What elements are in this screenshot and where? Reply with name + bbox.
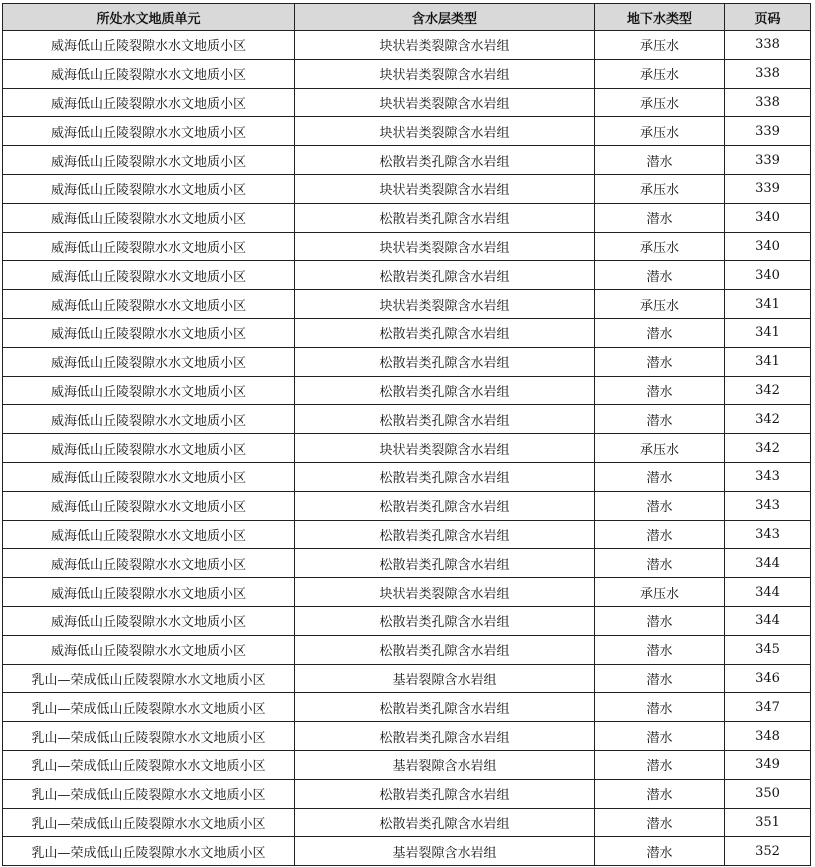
cell-groundwater-type: 承压水 xyxy=(595,88,725,117)
table-row xyxy=(3,606,811,635)
cell-page-number: 346 xyxy=(725,664,811,693)
cell-page-number: 343 xyxy=(725,491,811,520)
cell-aquifer-type: 松散岩类孔隙含水岩组 xyxy=(295,203,595,232)
cell-page-number: 350 xyxy=(725,779,811,808)
table-row xyxy=(3,261,811,290)
header-hydro-unit: 所处水文地质单元 xyxy=(3,4,295,31)
cell-page-number: 338 xyxy=(725,31,811,60)
cell-groundwater-type: 潜水 xyxy=(595,203,725,232)
cell-groundwater-type: 潜水 xyxy=(595,549,725,578)
cell-page-number: 351 xyxy=(725,808,811,837)
cell-aquifer-type: 块状岩类裂隙含水岩组 xyxy=(295,117,595,146)
cell-page-number: 340 xyxy=(725,232,811,261)
table-row xyxy=(3,491,811,520)
cell-aquifer-type: 松散岩类孔隙含水岩组 xyxy=(295,606,595,635)
cell-aquifer-type: 松散岩类孔隙含水岩组 xyxy=(295,549,595,578)
cell-hydro-unit: 威海低山丘陵裂隙水水文地质小区 xyxy=(3,174,295,203)
cell-aquifer-type: 松散岩类孔隙含水岩组 xyxy=(295,318,595,347)
cell-groundwater-type: 潜水 xyxy=(595,750,725,779)
hydrogeology-table xyxy=(2,3,811,866)
cell-page-number: 338 xyxy=(725,88,811,117)
cell-hydro-unit: 威海低山丘陵裂隙水水文地质小区 xyxy=(3,462,295,491)
cell-page-number: 340 xyxy=(725,203,811,232)
cell-groundwater-type: 承压水 xyxy=(595,117,725,146)
table-row xyxy=(3,117,811,146)
cell-aquifer-type: 松散岩类孔隙含水岩组 xyxy=(295,405,595,434)
cell-page-number: 345 xyxy=(725,635,811,664)
table-row xyxy=(3,549,811,578)
cell-aquifer-type: 块状岩类裂隙含水岩组 xyxy=(295,290,595,319)
cell-aquifer-type: 基岩裂隙含水岩组 xyxy=(295,837,595,866)
cell-aquifer-type: 基岩裂隙含水岩组 xyxy=(295,750,595,779)
table-row xyxy=(3,203,811,232)
cell-aquifer-type: 松散岩类孔隙含水岩组 xyxy=(295,693,595,722)
cell-hydro-unit: 威海低山丘陵裂隙水水文地质小区 xyxy=(3,434,295,463)
table-row xyxy=(3,88,811,117)
cell-groundwater-type: 潜水 xyxy=(595,722,725,751)
cell-hydro-unit: 威海低山丘陵裂隙水水文地质小区 xyxy=(3,232,295,261)
cell-hydro-unit: 威海低山丘陵裂隙水水文地质小区 xyxy=(3,318,295,347)
table-row xyxy=(3,376,811,405)
cell-groundwater-type: 潜水 xyxy=(595,318,725,347)
cell-page-number: 343 xyxy=(725,462,811,491)
table-body xyxy=(3,31,811,866)
cell-hydro-unit: 威海低山丘陵裂隙水水文地质小区 xyxy=(3,405,295,434)
cell-hydro-unit: 威海低山丘陵裂隙水水文地质小区 xyxy=(3,606,295,635)
table-row xyxy=(3,722,811,751)
header-groundwater-type: 地下水类型 xyxy=(595,4,725,31)
cell-hydro-unit: 威海低山丘陵裂隙水水文地质小区 xyxy=(3,578,295,607)
table-row xyxy=(3,779,811,808)
cell-page-number: 340 xyxy=(725,261,811,290)
cell-groundwater-type: 潜水 xyxy=(595,146,725,175)
table-row xyxy=(3,837,811,866)
cell-aquifer-type: 松散岩类孔隙含水岩组 xyxy=(295,491,595,520)
cell-groundwater-type: 潜水 xyxy=(595,261,725,290)
cell-hydro-unit: 乳山—荣成低山丘陵裂隙水水文地质小区 xyxy=(3,693,295,722)
cell-hydro-unit: 威海低山丘陵裂隙水水文地质小区 xyxy=(3,59,295,88)
table-row xyxy=(3,664,811,693)
cell-groundwater-type: 潜水 xyxy=(595,837,725,866)
header-aquifer-type: 含水层类型 xyxy=(295,4,595,31)
table-header xyxy=(3,4,811,31)
cell-hydro-unit: 威海低山丘陵裂隙水水文地质小区 xyxy=(3,635,295,664)
cell-hydro-unit: 威海低山丘陵裂隙水水文地质小区 xyxy=(3,549,295,578)
cell-hydro-unit: 乳山—荣成低山丘陵裂隙水水文地质小区 xyxy=(3,837,295,866)
cell-page-number: 341 xyxy=(725,318,811,347)
cell-aquifer-type: 松散岩类孔隙含水岩组 xyxy=(295,635,595,664)
cell-hydro-unit: 威海低山丘陵裂隙水水文地质小区 xyxy=(3,520,295,549)
cell-groundwater-type: 潜水 xyxy=(595,491,725,520)
cell-aquifer-type: 块状岩类裂隙含水岩组 xyxy=(295,232,595,261)
cell-aquifer-type: 基岩裂隙含水岩组 xyxy=(295,664,595,693)
table-row xyxy=(3,635,811,664)
table-row xyxy=(3,808,811,837)
cell-page-number: 349 xyxy=(725,750,811,779)
cell-page-number: 342 xyxy=(725,376,811,405)
cell-groundwater-type: 承压水 xyxy=(595,290,725,319)
table-row xyxy=(3,347,811,376)
table-row xyxy=(3,290,811,319)
cell-groundwater-type: 潜水 xyxy=(595,635,725,664)
cell-page-number: 344 xyxy=(725,549,811,578)
cell-hydro-unit: 威海低山丘陵裂隙水水文地质小区 xyxy=(3,290,295,319)
cell-aquifer-type: 松散岩类孔隙含水岩组 xyxy=(295,808,595,837)
cell-groundwater-type: 潜水 xyxy=(595,808,725,837)
cell-groundwater-type: 承压水 xyxy=(595,31,725,60)
cell-aquifer-type: 松散岩类孔隙含水岩组 xyxy=(295,779,595,808)
cell-hydro-unit: 乳山—荣成低山丘陵裂隙水水文地质小区 xyxy=(3,722,295,751)
cell-aquifer-type: 块状岩类裂隙含水岩组 xyxy=(295,88,595,117)
table-row xyxy=(3,520,811,549)
cell-hydro-unit: 乳山—荣成低山丘陵裂隙水水文地质小区 xyxy=(3,664,295,693)
cell-aquifer-type: 块状岩类裂隙含水岩组 xyxy=(295,31,595,60)
cell-page-number: 338 xyxy=(725,59,811,88)
cell-aquifer-type: 松散岩类孔隙含水岩组 xyxy=(295,347,595,376)
cell-aquifer-type: 块状岩类裂隙含水岩组 xyxy=(295,578,595,607)
cell-hydro-unit: 威海低山丘陵裂隙水水文地质小区 xyxy=(3,347,295,376)
cell-page-number: 348 xyxy=(725,722,811,751)
cell-page-number: 342 xyxy=(725,405,811,434)
table-row xyxy=(3,462,811,491)
cell-page-number: 344 xyxy=(725,578,811,607)
cell-hydro-unit: 威海低山丘陵裂隙水水文地质小区 xyxy=(3,117,295,146)
cell-groundwater-type: 潜水 xyxy=(595,779,725,808)
cell-groundwater-type: 潜水 xyxy=(595,347,725,376)
table-row xyxy=(3,59,811,88)
cell-page-number: 344 xyxy=(725,606,811,635)
table-row xyxy=(3,174,811,203)
cell-aquifer-type: 松散岩类孔隙含水岩组 xyxy=(295,520,595,549)
cell-groundwater-type: 承压水 xyxy=(595,232,725,261)
cell-aquifer-type: 块状岩类裂隙含水岩组 xyxy=(295,434,595,463)
table-row xyxy=(3,31,811,60)
table-row xyxy=(3,578,811,607)
cell-page-number: 347 xyxy=(725,693,811,722)
cell-groundwater-type: 潜水 xyxy=(595,606,725,635)
cell-hydro-unit: 威海低山丘陵裂隙水水文地质小区 xyxy=(3,88,295,117)
cell-groundwater-type: 承压水 xyxy=(595,59,725,88)
cell-aquifer-type: 块状岩类裂隙含水岩组 xyxy=(295,59,595,88)
cell-hydro-unit: 威海低山丘陵裂隙水水文地质小区 xyxy=(3,203,295,232)
cell-page-number: 339 xyxy=(725,146,811,175)
cell-hydro-unit: 乳山—荣成低山丘陵裂隙水水文地质小区 xyxy=(3,808,295,837)
cell-groundwater-type: 潜水 xyxy=(595,664,725,693)
cell-groundwater-type: 潜水 xyxy=(595,520,725,549)
cell-groundwater-type: 潜水 xyxy=(595,376,725,405)
cell-page-number: 339 xyxy=(725,117,811,146)
table-row xyxy=(3,434,811,463)
header-page-number: 页码 xyxy=(725,4,811,31)
cell-page-number: 352 xyxy=(725,837,811,866)
table-row xyxy=(3,693,811,722)
cell-aquifer-type: 松散岩类孔隙含水岩组 xyxy=(295,722,595,751)
table-row xyxy=(3,232,811,261)
cell-groundwater-type: 承压水 xyxy=(595,174,725,203)
table-row xyxy=(3,318,811,347)
cell-hydro-unit: 乳山—荣成低山丘陵裂隙水水文地质小区 xyxy=(3,750,295,779)
table-row xyxy=(3,750,811,779)
cell-hydro-unit: 威海低山丘陵裂隙水水文地质小区 xyxy=(3,261,295,290)
cell-page-number: 339 xyxy=(725,174,811,203)
cell-aquifer-type: 块状岩类裂隙含水岩组 xyxy=(295,174,595,203)
cell-hydro-unit: 威海低山丘陵裂隙水水文地质小区 xyxy=(3,376,295,405)
table-row xyxy=(3,405,811,434)
cell-page-number: 341 xyxy=(725,347,811,376)
cell-groundwater-type: 潜水 xyxy=(595,405,725,434)
cell-groundwater-type: 承压水 xyxy=(595,578,725,607)
cell-hydro-unit: 乳山—荣成低山丘陵裂隙水水文地质小区 xyxy=(3,779,295,808)
cell-groundwater-type: 潜水 xyxy=(595,462,725,491)
cell-hydro-unit: 威海低山丘陵裂隙水水文地质小区 xyxy=(3,146,295,175)
cell-aquifer-type: 松散岩类孔隙含水岩组 xyxy=(295,376,595,405)
table-row xyxy=(3,146,811,175)
cell-aquifer-type: 松散岩类孔隙含水岩组 xyxy=(295,261,595,290)
cell-hydro-unit: 威海低山丘陵裂隙水水文地质小区 xyxy=(3,31,295,60)
cell-groundwater-type: 潜水 xyxy=(595,693,725,722)
cell-aquifer-type: 松散岩类孔隙含水岩组 xyxy=(295,462,595,491)
cell-aquifer-type: 松散岩类孔隙含水岩组 xyxy=(295,146,595,175)
cell-page-number: 341 xyxy=(725,290,811,319)
header-row xyxy=(3,4,811,31)
cell-hydro-unit: 威海低山丘陵裂隙水水文地质小区 xyxy=(3,491,295,520)
cell-page-number: 342 xyxy=(725,434,811,463)
cell-page-number: 343 xyxy=(725,520,811,549)
cell-groundwater-type: 承压水 xyxy=(595,434,725,463)
